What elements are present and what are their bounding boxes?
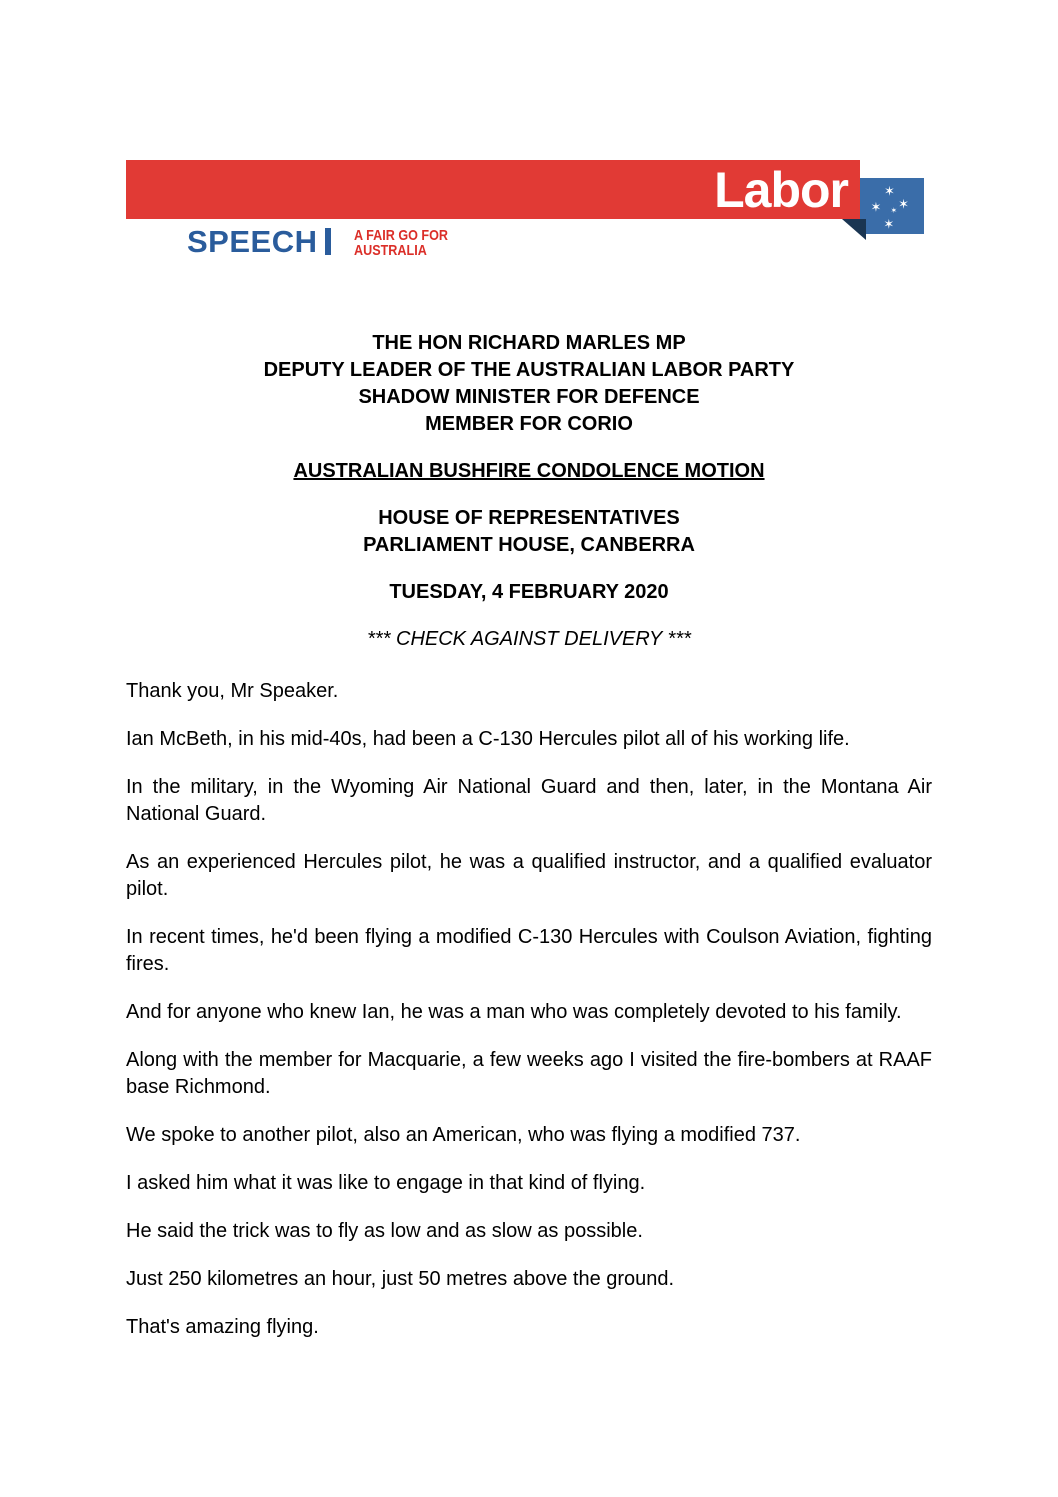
tagline-line2: AUSTRALIA (354, 242, 427, 259)
speaker-role-line2: SHADOW MINISTER FOR DEFENCE (358, 386, 700, 408)
speech-date: TUESDAY, 4 FEBRUARY 2020 (389, 581, 669, 603)
speaker-header (126, 330, 932, 438)
tagline-line1: A FAIR GO FOR (354, 227, 449, 244)
speech-paragraph: I asked him what it was like to engage in that kind of flying. (126, 1172, 646, 1194)
speech-paragraph: That's amazing flying. (126, 1316, 319, 1338)
star-icon: ✶ (870, 199, 882, 215)
ribbon-fold-triangle (842, 219, 866, 240)
star-icon: ✶ (883, 216, 895, 232)
speech-paragraph: Ian McBeth, in his mid-40s, had been a C-130 Hercules pilot all of his working life. (126, 728, 850, 750)
speaker-role-line3: MEMBER FOR CORIO (425, 413, 633, 435)
labor-logo-text: Labor (714, 161, 848, 218)
speaker-name-line: THE HON RICHARD MARLES MP (372, 332, 686, 354)
speech-paragraph: In recent times, he'd been flying a modified C-130 Hercules with Coulson Aviation, fighting fires. (126, 926, 932, 975)
speech-paragraph: He said the trick was to fly as low and as slow as possible. (126, 1220, 643, 1242)
speech-paragraph: Along with the member for Macquarie, a few weeks ago I visited the fire-bombers at RAAF base Richmond. (126, 1049, 932, 1098)
star-icon: ✶ (883, 183, 895, 199)
venue-line2: PARLIAMENT HOUSE, CANBERRA (363, 534, 695, 556)
speech-label: SPEECH (187, 224, 318, 259)
speech-paragraph: Just 250 kilometres an hour, just 50 metres above the ground. (126, 1268, 675, 1290)
venue-line1: HOUSE OF REPRESENTATIVES (378, 507, 680, 529)
speech-content (126, 330, 932, 1362)
speech-paragraph: Thank you, Mr Speaker. (126, 680, 339, 702)
labor-ribbon-banner (126, 160, 860, 219)
speech-title (126, 458, 932, 485)
speech-paragraph: And for anyone who knew Ian, he was a man who was completely devoted to his family. (126, 1001, 902, 1023)
venue-block (126, 505, 932, 559)
southern-cross-flag (860, 178, 924, 234)
speech-banner (187, 226, 331, 257)
check-against-delivery-note: *** CHECK AGAINST DELIVERY *** (367, 628, 691, 650)
tagline (354, 228, 448, 258)
divider-bar (325, 228, 331, 255)
speech-title-text: AUSTRALIAN BUSHFIRE CONDOLENCE MOTION (293, 460, 765, 482)
star-icon: ✶ (890, 206, 898, 216)
star-icon: ✶ (898, 196, 909, 212)
speech-paragraph: In the military, in the Wyoming Air National Guard and then, later, in the Montana Air National Guard. (126, 776, 932, 825)
speech-paragraph: We spoke to another pilot, also an American, who was flying a modified 737. (126, 1124, 801, 1146)
speech-paragraph: As an experienced Hercules pilot, he was a qualified instructor, and a qualified evaluator pilot. (126, 851, 932, 900)
speaker-role-line1: DEPUTY LEADER OF THE AUSTRALIAN LABOR PARTY (263, 359, 795, 381)
